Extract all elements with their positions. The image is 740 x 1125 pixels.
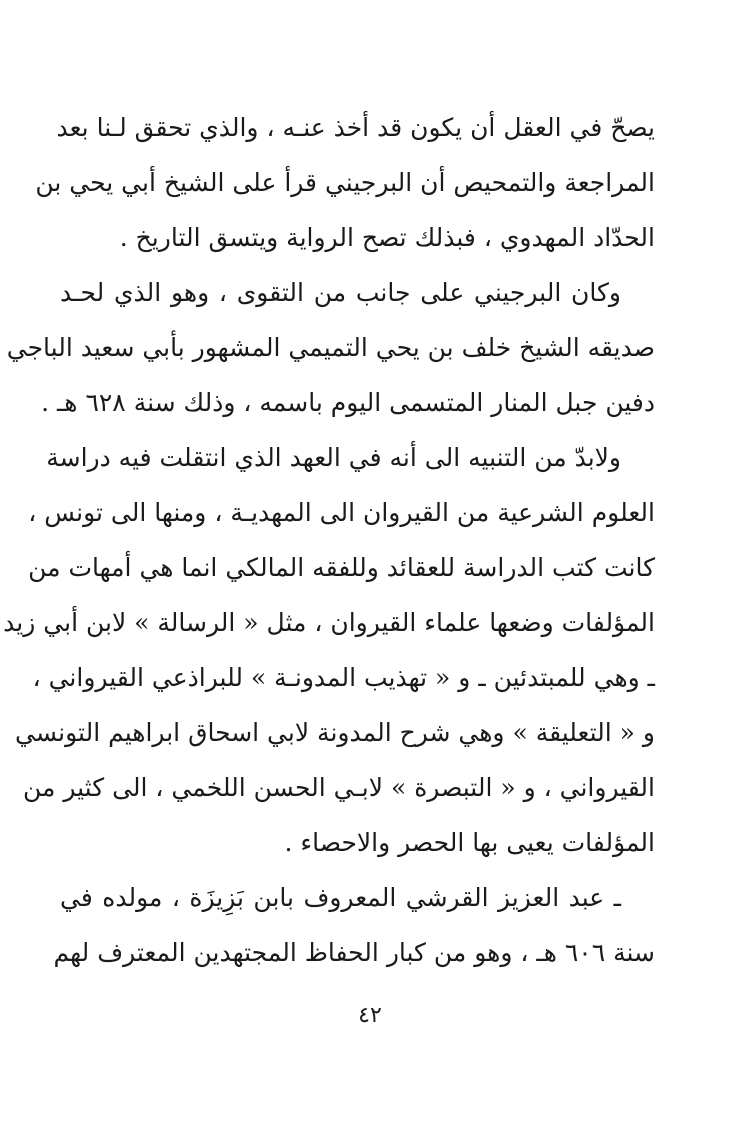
paragraph-start-line: وكان البرجيني على جانب من التقوى ، وهو الذي لحـد [60,278,621,307]
page-number: ٤٢ [358,1003,382,1028]
text-line: دفين جبل المنار المتسمى اليوم باسمه ، وذلك سنة ٦٢٨ هـ . [41,388,655,417]
text-line: ـ وهي للمبتدئين ـ و « تهذيب المدونـة » للبراذعي القيرواني ، [32,663,655,692]
text-line: القيرواني ، و « التبصرة » لابـي الحسن اللخمي ، الى كثير من [22,773,655,802]
text-line: الحدّاد المهدوي ، فبذلك تصح الرواية ويتسق التاريخ . [119,223,655,252]
page-text-block [3,100,655,980]
text-line: يصحّ في العقل أن يكون قد أخذ عنـه ، والذي تحقق لـنا بعد [56,113,655,142]
text-line: المراجعة والتمحيص أن البرجيني قرأ على الشيخ أبي يحي بن [35,168,655,197]
text-line: كانت كتب الدراسة للعقائد وللفقه المالكي انما هي أمهات من [28,553,655,582]
paragraph-start-line: ولابدّ من التنبيه الى أنه في العهد الذي انتقلت فيه دراسة [46,443,621,472]
text-line: و « التعليقة » وهي شرح المدونة لابي اسحاق ابراهيم التونسي [15,718,655,747]
text-line: العلوم الشرعية من القيروان الى المهديـة ، ومنها الى تونس ، [28,498,655,527]
text-line: صديقه الشيخ خلف بن يحي التميمي المشهور بأبي سعيد الباجي [6,333,655,362]
paragraph-start-line: ـ عبد العزيز القرشي المعروف بابن بَزِيزَة ، مولده في [60,883,621,912]
text-line: سنة ٦٠٦ هـ ، وهو من كبار الحفاظ المجتهدين المعترف لهم [53,938,655,967]
text-line: المؤلفات يعيى بها الحصر والاحصاء . [284,828,655,857]
text-line: المؤلفات وضعها علماء القيروان ، مثل « الرسالة » لابن أبي زيد [3,608,655,637]
